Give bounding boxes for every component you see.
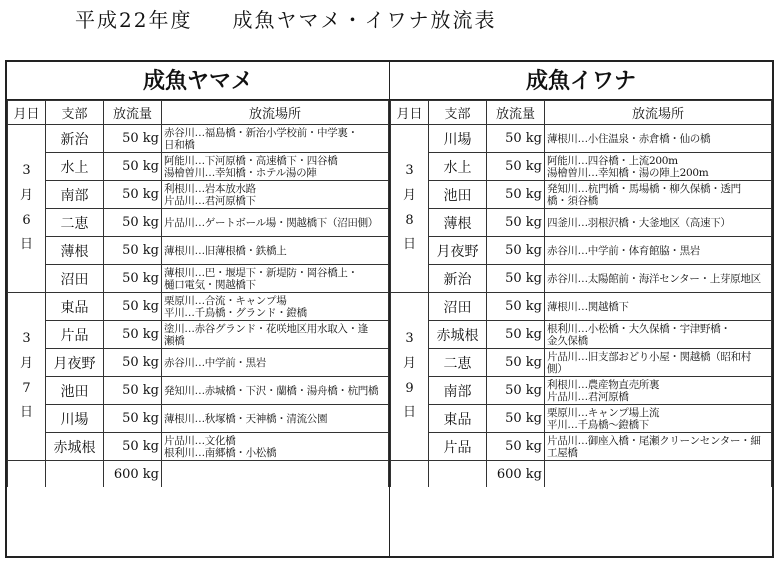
amount-header: 放流量	[104, 101, 162, 125]
place-cell	[162, 153, 389, 181]
header-row	[391, 101, 772, 125]
table-row	[8, 209, 389, 237]
branch-cell: 川場	[429, 125, 487, 153]
date-header: 月日	[8, 101, 46, 125]
date-char: 月	[402, 187, 416, 203]
place-cell	[545, 209, 772, 237]
header-row	[8, 101, 389, 125]
branch-cell: 川場	[46, 405, 104, 433]
branch-cell: 薄根	[46, 237, 104, 265]
date-char: 月	[19, 187, 33, 203]
branch-cell: 片品	[429, 433, 487, 461]
place-line: 日和橋	[164, 138, 195, 151]
place-line: 湯檜曽川…幸知橋・湯の陣上200m	[547, 166, 709, 179]
amount-cell: 50 kg	[487, 433, 545, 461]
branch-cell: 池田	[429, 181, 487, 209]
place-line: 根利川…南郷橋・小松橋	[164, 446, 277, 459]
table-row	[391, 433, 772, 461]
place-cell	[162, 265, 389, 293]
table-row	[391, 125, 772, 153]
place-line: 赤谷川…中学前・体育館脇・黒岩	[547, 244, 700, 257]
amount-cell: 50 kg	[104, 181, 162, 209]
amount-cell: 50 kg	[104, 265, 162, 293]
place-line: 赤谷川…太陽館前・海洋センター・上芽原地区	[547, 272, 761, 285]
branch-cell: 東品	[46, 293, 104, 321]
place-cell	[162, 237, 389, 265]
table-row	[391, 405, 772, 433]
place-cell	[545, 125, 772, 153]
table-row	[8, 181, 389, 209]
total-blank	[162, 461, 389, 488]
table-row	[391, 153, 772, 181]
amount-cell: 50 kg	[487, 181, 545, 209]
place-line: 平川…千鳥橋～鐙橋下	[547, 418, 649, 431]
left-release-table	[7, 100, 389, 487]
title-year: 平成22年度	[75, 8, 193, 32]
right-panel-heading: 成魚イワナ	[390, 62, 772, 100]
place-header: 放流場所	[162, 101, 389, 125]
table-row	[391, 293, 772, 321]
total-blank	[545, 461, 772, 488]
place-line: 片品川…ゲートボール場・関越橋下（沼田側）	[164, 216, 378, 229]
amount-cell: 50 kg	[487, 265, 545, 293]
left-panel-heading: 成魚ヤマメ	[7, 62, 389, 100]
place-line: 赤谷川…福島橋・新治小学校前・中学裏・	[164, 126, 358, 139]
place-line: 薄根川…巴・堰堤下・新堤防・岡谷橋上・	[164, 266, 358, 279]
place-line: 薄根川…秋塚橋・天神橋・清流公園	[164, 412, 328, 425]
branch-cell: 二恵	[46, 209, 104, 237]
place-header: 放流場所	[545, 101, 772, 125]
amount-cell: 50 kg	[104, 321, 162, 349]
place-line: 阿能川…下河原橋・高速橋下・四谷橋	[164, 154, 338, 167]
place-line: 四釜川…羽根沢橋・大釜地区（高速下）	[547, 216, 731, 229]
table-row	[8, 321, 389, 349]
amount-cell: 50 kg	[104, 433, 162, 461]
amount-cell: 50 kg	[487, 349, 545, 377]
document-title	[0, 4, 779, 33]
amount-header: 放流量	[487, 101, 545, 125]
table-row	[391, 349, 772, 377]
place-cell	[545, 153, 772, 181]
place-line: 片品川…君河原橋下	[164, 194, 256, 207]
table-row	[391, 377, 772, 405]
branch-cell: 月夜野	[46, 349, 104, 377]
place-line: 薄根川…小住温泉・赤倉橋・仙の橋	[547, 132, 711, 145]
place-cell	[162, 349, 389, 377]
place-cell	[162, 293, 389, 321]
place-cell	[545, 405, 772, 433]
amount-cell: 50 kg	[487, 209, 545, 237]
branch-cell: 月夜野	[429, 237, 487, 265]
table-row	[391, 237, 772, 265]
amount-cell: 50 kg	[104, 237, 162, 265]
date-char: 日	[19, 237, 33, 253]
date-char: 3	[405, 331, 414, 347]
place-cell	[545, 433, 772, 461]
place-line: 栗原川…合流・キャンプ場	[164, 294, 287, 307]
date-char: 3	[22, 331, 31, 347]
place-cell	[162, 321, 389, 349]
total-row	[391, 461, 772, 488]
date-char: 8	[405, 212, 414, 228]
place-line: 阿能川…四谷橋・上流200m	[547, 154, 678, 167]
table-row	[8, 237, 389, 265]
branch-cell: 沼田	[46, 265, 104, 293]
place-line: 樋口電気・関越橋下	[164, 278, 256, 291]
right-release-table	[390, 100, 772, 487]
date-char: 9	[405, 380, 414, 396]
place-cell	[545, 321, 772, 349]
place-cell	[545, 181, 772, 209]
place-line: 金久保橋	[547, 334, 588, 347]
total-blank	[8, 461, 46, 488]
date-char: 3	[22, 163, 31, 179]
place-line: 利根川…岩本放水路	[164, 182, 256, 195]
place-line: 工屋橋	[547, 446, 578, 459]
place-line: 根利川…小松橋・大久保橋・宇津野橋・	[547, 322, 731, 335]
total-amount: 600 kg	[104, 461, 162, 488]
total-amount: 600 kg	[487, 461, 545, 488]
table-row	[391, 181, 772, 209]
place-line: 側）	[547, 362, 568, 375]
amount-cell: 50 kg	[487, 321, 545, 349]
branch-cell: 水上	[429, 153, 487, 181]
iwana-panel	[389, 60, 774, 558]
table-row	[8, 125, 389, 153]
branch-cell: 東品	[429, 405, 487, 433]
table-row	[8, 377, 389, 405]
branch-cell: 二恵	[429, 349, 487, 377]
date-char: 日	[402, 405, 416, 421]
branch-cell: 新治	[429, 265, 487, 293]
table-row	[391, 209, 772, 237]
amount-cell: 50 kg	[487, 377, 545, 405]
place-cell	[545, 293, 772, 321]
table-row	[8, 433, 389, 461]
date-cell	[8, 293, 46, 461]
place-line: 薄根川…旧薄根橋・鉄橋上	[164, 244, 287, 257]
branch-cell: 薄根	[429, 209, 487, 237]
amount-cell: 50 kg	[487, 237, 545, 265]
table-row	[8, 349, 389, 377]
place-line: 利根川…農産物直売所裏	[547, 378, 660, 391]
total-blank	[429, 461, 487, 488]
place-line: 片品川…御座入橋・尾瀬クリーンセンター・細	[547, 434, 761, 447]
branch-cell: 赤城根	[46, 433, 104, 461]
total-row	[8, 461, 389, 488]
date-char: 日	[402, 237, 416, 253]
total-blank	[391, 461, 429, 488]
branch-cell: 片品	[46, 321, 104, 349]
table-row	[8, 293, 389, 321]
branch-cell: 新治	[46, 125, 104, 153]
branch-cell: 池田	[46, 377, 104, 405]
branch-cell: 水上	[46, 153, 104, 181]
amount-cell: 50 kg	[104, 349, 162, 377]
date-char: 3	[405, 163, 414, 179]
amount-cell: 50 kg	[487, 293, 545, 321]
branch-cell: 南部	[429, 377, 487, 405]
date-char: 日	[19, 405, 33, 421]
date-char: 月	[19, 355, 33, 371]
place-cell	[162, 433, 389, 461]
total-blank	[46, 461, 104, 488]
amount-cell: 50 kg	[104, 293, 162, 321]
date-char: 月	[402, 355, 416, 371]
date-header: 月日	[391, 101, 429, 125]
place-cell	[162, 405, 389, 433]
place-line: 瀬橋	[164, 334, 185, 347]
place-cell	[162, 125, 389, 153]
date-char: 7	[22, 380, 31, 396]
branch-cell: 南部	[46, 181, 104, 209]
place-line: 赤谷川…中学前・黒岩	[164, 356, 266, 369]
amount-cell: 50 kg	[104, 153, 162, 181]
place-line: 発知川…赤城橋・下沢・蘭橋・湯舟橋・杭門橋	[164, 384, 379, 397]
amount-cell: 50 kg	[487, 125, 545, 153]
amount-cell: 50 kg	[104, 377, 162, 405]
place-cell	[162, 209, 389, 237]
amount-cell: 50 kg	[487, 153, 545, 181]
place-line: 橋・須谷橋	[547, 194, 598, 207]
date-cell	[391, 125, 429, 293]
date-cell	[391, 293, 429, 461]
place-line: 栗原川…キャンプ場上流	[547, 406, 660, 419]
place-line: 発知川…杭門橋・馬場橋・柳久保橋・透門	[547, 182, 741, 195]
date-char: 6	[22, 212, 31, 228]
place-line: 平川…千鳥橋・グランド・鐙橋	[164, 306, 307, 319]
place-cell	[162, 181, 389, 209]
table-row	[8, 405, 389, 433]
branch-cell: 赤城根	[429, 321, 487, 349]
place-cell	[162, 377, 389, 405]
amount-cell: 50 kg	[487, 405, 545, 433]
yamame-panel	[5, 60, 390, 558]
table-row	[391, 321, 772, 349]
branch-header: 支部	[46, 101, 104, 125]
place-cell	[545, 237, 772, 265]
place-line: 片品川…君河原橋	[547, 390, 629, 403]
amount-cell: 50 kg	[104, 405, 162, 433]
amount-cell: 50 kg	[104, 125, 162, 153]
place-line: 薄根川…関越橋下	[547, 300, 629, 313]
title-main: 成魚ヤマメ・イワナ放流表	[232, 8, 497, 32]
place-line: 片品川…旧支部おどり小屋・関越橋（昭和村	[547, 350, 751, 363]
table-row	[391, 265, 772, 293]
place-cell	[545, 265, 772, 293]
table-row	[8, 265, 389, 293]
branch-header: 支部	[429, 101, 487, 125]
place-cell	[545, 349, 772, 377]
place-line: 塗川…赤谷グランド・花咲地区用水取入・逢	[164, 322, 368, 335]
place-line: 湯檜曽川…幸知橋・ホテル湯の陣	[164, 166, 317, 179]
date-cell	[8, 125, 46, 293]
branch-cell: 沼田	[429, 293, 487, 321]
amount-cell: 50 kg	[104, 209, 162, 237]
table-row	[8, 153, 389, 181]
place-cell	[545, 377, 772, 405]
place-line: 片品川…文化橋	[164, 434, 236, 447]
